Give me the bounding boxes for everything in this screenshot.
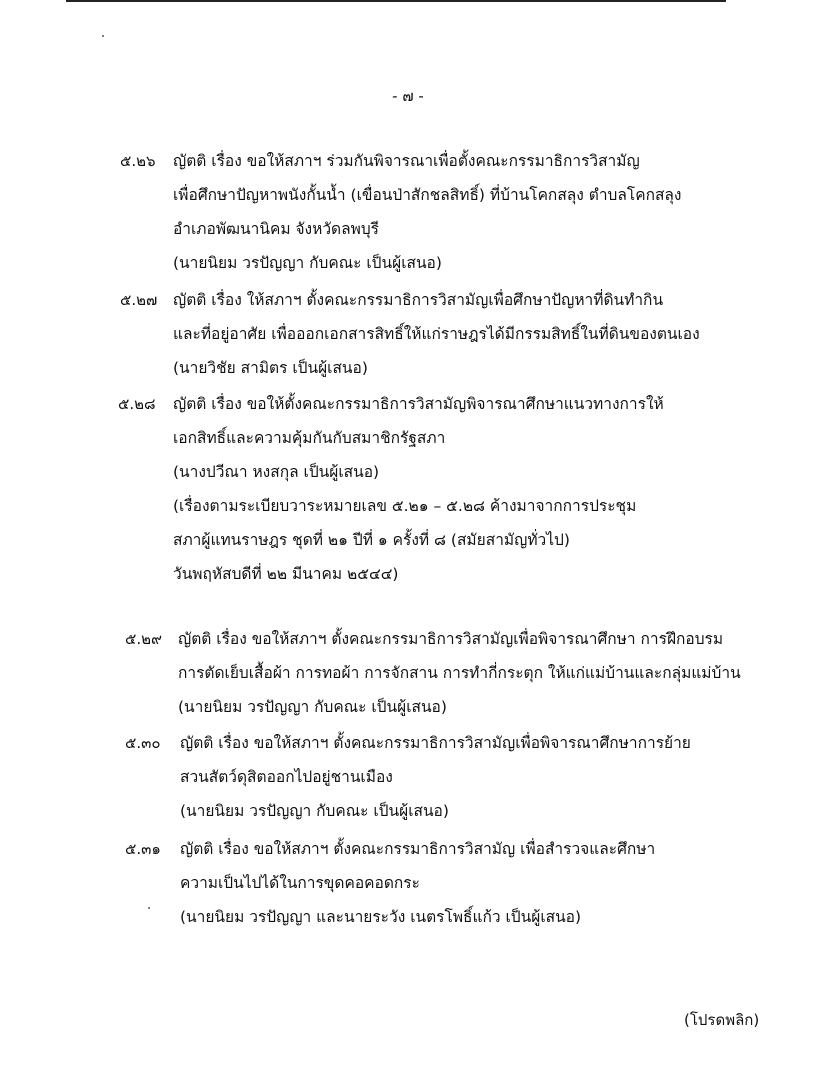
scan-speck: [102, 35, 104, 37]
item-proposer: (นายวิชัย สามิตร เป็นผู้เสนอ): [173, 359, 368, 377]
item-line: อำเภอพัฒนานิคม จังหวัดลพบุรี: [173, 220, 379, 238]
item-text: [180, 726, 770, 828]
item-line: ญัตติ เรื่อง ขอให้สภาฯ ตั้งคณะกรรมาธิการวิสามัญเพื่อพิจารณาศึกษาการย้าย: [180, 734, 691, 752]
item-note: สภาผู้แทนราษฎร ชุดที่ ๒๑ ปีที่ ๑ ครั้งที่ ๘ (สมัยสามัญทั่วไป): [173, 531, 570, 549]
item-number: ๕.๓๐: [125, 734, 161, 752]
item-number: ๕.๒๙: [125, 630, 162, 648]
item-proposer: (นางปวีณา หงสกุล เป็นผู้เสนอ): [173, 463, 380, 481]
item-text: [173, 144, 763, 280]
item-line: เอกสิทธิ์และความคุ้มกันกับสมาชิกรัฐสภา: [173, 429, 446, 447]
item-proposer: (นายนิยม วรปัญญา กับคณะ เป็นผู้เสนอ): [173, 254, 442, 272]
item-line: ญัตติ เรื่อง ขอให้สภาฯ ตั้งคณะกรรมาธิการวิสามัญเพื่อพิจารณาศึกษา การฝึกอบรม: [178, 630, 724, 648]
scan-speck: [148, 907, 150, 909]
item-line: ญัตติ เรื่อง ให้สภาฯ ตั้งคณะกรรมาธิการวิสามัญเพื่อศึกษาปัญหาที่ดินทำกิน: [173, 291, 664, 309]
top-border-line: [66, 0, 726, 2]
item-note: (เรื่องตามระเบียบวาระหมายเลข ๕.๒๑ – ๕.๒๘ ค้างมาจากการประชุม: [173, 497, 637, 515]
item-proposer: (นายนิยม วรปัญญา และนายระวัง เนตรโพธิ์แก้ว เป็นผู้เสนอ): [180, 908, 582, 926]
item-text: [178, 622, 768, 724]
item-text: [180, 832, 770, 934]
item-note: วันพฤหัสบดีที่ ๒๒ มีนาคม ๒๕๔๔): [173, 565, 399, 583]
item-line: ความเป็นไปได้ในการขุดคอคอดกระ: [180, 874, 420, 892]
item-line: เพื่อศึกษาปัญหาพนังกั้นน้ำ (เขื่อนป่าสักชลสิทธิ์) ที่บ้านโคกสลุง ตำบลโคกสลุง: [173, 186, 682, 204]
item-text: [173, 283, 763, 385]
item-line: การตัดเย็บเสื้อผ้า การทอผ้า การจักสาน การทำกี่กระตุก ให้แก่แม่บ้านและกลุ่มแม่บ้าน: [178, 664, 741, 682]
item-proposer: (นายนิยม วรปัญญา กับคณะ เป็นผู้เสนอ): [178, 698, 447, 716]
item-number: ๕.๒๘: [118, 395, 156, 413]
page-number: - ๗ -: [392, 87, 424, 105]
item-line: สวนสัตว์ดุสิตออกไปอยู่ชานเมือง: [180, 768, 393, 786]
item-proposer: (นายนิยม วรปัญญา กับคณะ เป็นผู้เสนอ): [180, 802, 449, 820]
item-line: และที่อยู่อาศัย เพื่อออกเอกสารสิทธิ์ให้แก่ราษฎรได้มีกรรมสิทธิ์ในที่ดินของตนเอง: [173, 325, 700, 343]
item-text: [173, 387, 763, 591]
item-number: ๕.๒๗: [120, 291, 158, 309]
item-line: ญัตติ เรื่อง ขอให้สภาฯ ตั้งคณะกรรมาธิการวิสามัญ เพื่อสำรวจและศึกษา: [180, 840, 656, 858]
overleaf-note: (โปรดพลิก): [684, 1011, 760, 1029]
item-number: ๕.๒๖: [120, 152, 156, 170]
item-line: ญัตติ เรื่อง ขอให้ตั้งคณะกรรมาธิการวิสามัญพิจารณาศึกษาแนวทางการให้: [173, 395, 664, 413]
item-line: ญัตติ เรื่อง ขอให้สภาฯ ร่วมกันพิจารณาเพื่อตั้งคณะกรรมาธิการวิสามัญ: [173, 152, 640, 170]
item-number: ๕.๓๑: [125, 840, 161, 858]
